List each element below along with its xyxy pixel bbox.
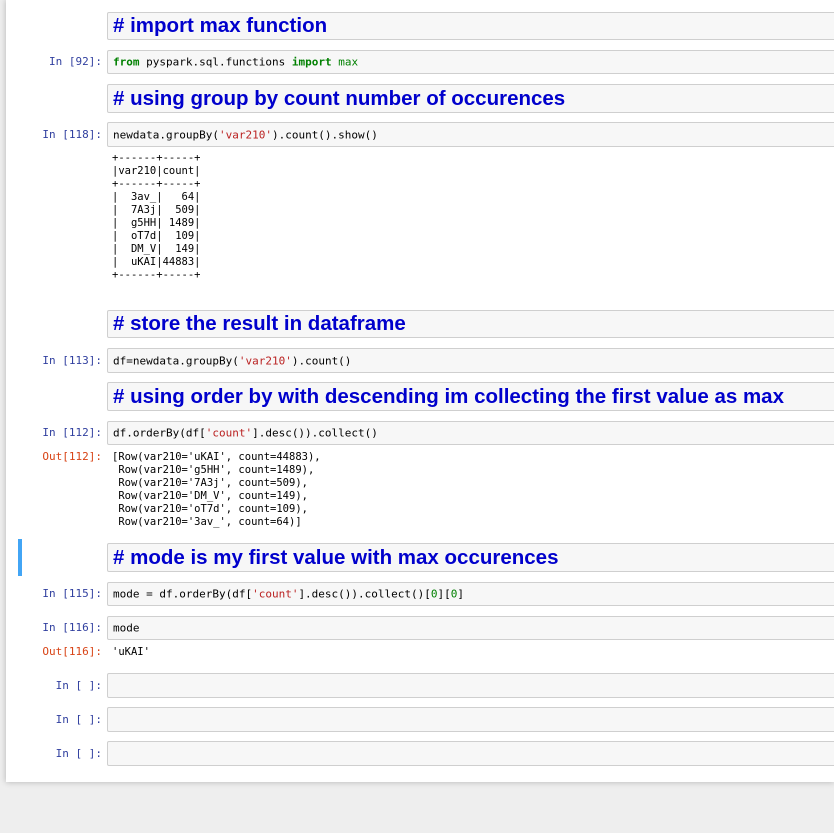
input-prompt: In [115]: (42, 587, 102, 600)
code-part: ].desc()).collect()[ (298, 587, 431, 601)
markdown-cell-order-by[interactable] (107, 382, 834, 411)
input-prompt: In [ ]: (55, 747, 102, 760)
selected-cell-indicator (18, 539, 22, 576)
empty-code-cell[interactable] (107, 673, 834, 698)
input-prompt: In [112]: (42, 426, 102, 439)
output-prompt: Out[116]: (42, 645, 102, 658)
input-prompt: In [118]: (42, 128, 102, 141)
code-cell-116[interactable] (107, 616, 834, 640)
code-cell-115[interactable] (107, 582, 834, 606)
number-literal: 0 (430, 587, 438, 601)
code-cell-112[interactable] (107, 421, 834, 445)
code-part: ).count() (291, 354, 352, 367)
output-prompt: Out[112]: (42, 450, 102, 463)
string-literal: 'count' (252, 587, 299, 601)
markdown-cell-mode[interactable] (107, 543, 834, 572)
code-part: df.orderBy(df[ (113, 426, 206, 440)
code-text (113, 128, 378, 141)
input-prompt: In [ ]: (55, 679, 102, 692)
collect-output: [Row(var210='uKAI', count=44883), Row(var210='g5HH', count=1489), Row(var210='7A3j', count=509), Row(var210='DM_V', count=149), Row(var210='oT7d', count=109), Row(var210='3av_', count=64)] (112, 451, 321, 528)
code-text (113, 588, 464, 601)
markdown-heading: # using group by count number of occurences (113, 86, 566, 110)
markdown-heading: # store the result in dataframe (113, 312, 406, 335)
markdown-heading: # mode is my first value with max occurences (113, 545, 559, 569)
empty-code-cell[interactable] (107, 741, 834, 766)
keyword-import: import (291, 55, 332, 69)
code-part: ].desc()).collect() (252, 426, 378, 440)
code-text (113, 354, 351, 367)
module-name: pyspark.sql.functions (139, 55, 292, 69)
markdown-heading: # import max function (113, 14, 328, 37)
code-text (113, 56, 358, 69)
input-prompt: In [113]: (42, 354, 102, 367)
mode-output: 'uKAI' (112, 646, 150, 658)
keyword-from: from (113, 55, 140, 69)
input-prompt: In [92]: (49, 55, 102, 68)
code-part: df=newdata.groupBy( (113, 354, 239, 367)
markdown-heading: # using order by with descending im collecting the first value as max (113, 384, 784, 408)
number-literal: 0 (450, 587, 458, 601)
code-part: ).count().show() (271, 128, 378, 141)
code-text (113, 427, 378, 440)
code-part: newdata.groupBy( (113, 128, 219, 141)
input-prompt: In [ ]: (55, 713, 102, 726)
string-literal: 'count' (205, 426, 253, 440)
input-prompt: In [116]: (42, 621, 102, 634)
code-text: mode (113, 621, 140, 635)
code-part: ][ (437, 587, 451, 601)
markdown-cell-import-max[interactable] (107, 12, 834, 40)
code-cell-92[interactable] (107, 50, 834, 74)
markdown-cell-store-result[interactable] (107, 310, 834, 338)
code-part: mode = df.orderBy(df[ (113, 587, 253, 601)
imported-name: max (331, 55, 359, 69)
string-literal: 'var210' (238, 354, 292, 367)
markdown-cell-group-by[interactable] (107, 84, 834, 113)
table-output: +------+-----+ |var210|count| +------+-----+ | 3av_| 64| | 7A3j| 509| | g5HH| 1489| | oT7d| 109| | DM_V| 149| | uKAI|44883| +------+-----+ (112, 152, 201, 281)
code-cell-113[interactable] (107, 348, 834, 373)
notebook-container (6, 0, 834, 782)
code-cell-118[interactable] (107, 122, 834, 147)
empty-code-cell[interactable] (107, 707, 834, 732)
string-literal: 'var210' (218, 128, 272, 141)
code-part: ] (457, 587, 465, 601)
